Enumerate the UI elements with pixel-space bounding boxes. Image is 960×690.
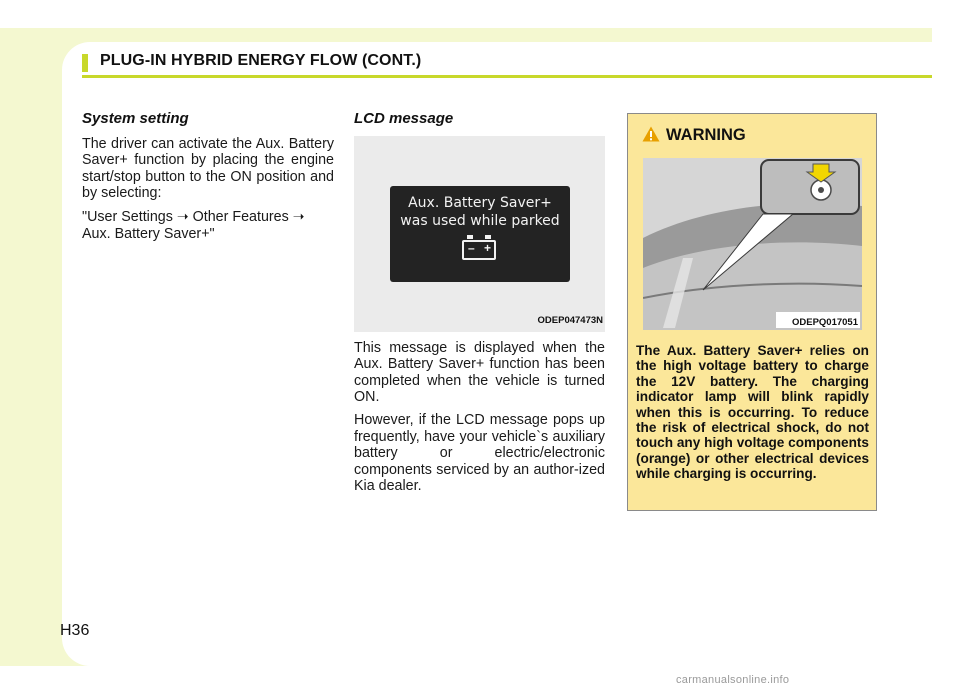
warning-box (627, 113, 877, 511)
header-divider (82, 75, 932, 78)
section-title: PLUG-IN HYBRID ENERGY FLOW (CONT.) (100, 52, 422, 69)
warning-text: The Aux. Battery Saver+ relies on the high voltage battery to charge the 12V battery. The charging indicator lamp will blink rapidly when this is occurring. To reduce the risk of electrical shock, do not touch any high voltage components (orange) or other electrical devices while charging is occurring. (636, 343, 869, 482)
lcd-message-paragraph-1: This message is displayed when the Aux. Battery Saver+ function has been completed when the vehicle is turned ON. (354, 339, 605, 406)
dashboard-illustration (643, 158, 862, 330)
menu-path-step-2: Other Features (192, 208, 289, 225)
site-watermark: carmanualsonline.info (676, 674, 790, 686)
battery-plus-sign: + (483, 240, 491, 255)
warning-heading (642, 126, 746, 145)
lcd-screen-line-1: Aux. Battery Saver+ (408, 194, 552, 211)
lcd-screen (390, 186, 570, 282)
battery-minus-sign: – (468, 240, 475, 255)
battery-icon (462, 240, 496, 260)
page-number: H36 (60, 622, 90, 639)
right-arrow-icon: ➝ (176, 207, 189, 224)
lcd-message-heading: LCD message (354, 110, 454, 127)
system-setting-heading: System setting (82, 110, 189, 127)
warning-heading-text: WARNING (666, 126, 746, 144)
menu-path-step-3: Aux. Battery Saver+" (82, 225, 215, 242)
lcd-image-code: ODEP047473N (537, 315, 603, 326)
car-windshield-icon (643, 158, 862, 330)
system-setting-column (82, 111, 334, 248)
right-arrow-icon: ➝ (292, 207, 305, 224)
lcd-message-paragraph-2: However, if the LCD message pops up frequently, have your vehicle`s auxiliary battery or electric/electronic components serviced by an author-ized Kia dealer. (354, 411, 605, 495)
lcd-screen-line-2: was used while parked (400, 212, 560, 229)
warning-triangle-icon (642, 126, 660, 142)
header-accent-bar (82, 54, 88, 72)
warning-image-code: ODEPQ017051 (791, 317, 858, 328)
lcd-message-column (354, 111, 605, 501)
menu-path (82, 208, 334, 242)
menu-path-step-1: "User Settings (82, 208, 173, 225)
system-setting-paragraph: The driver can activate the Aux. Battery Saver+ function by placing the engine start/stop button to the ON position and by selecting: (82, 135, 334, 202)
lcd-message-figure (354, 136, 605, 332)
